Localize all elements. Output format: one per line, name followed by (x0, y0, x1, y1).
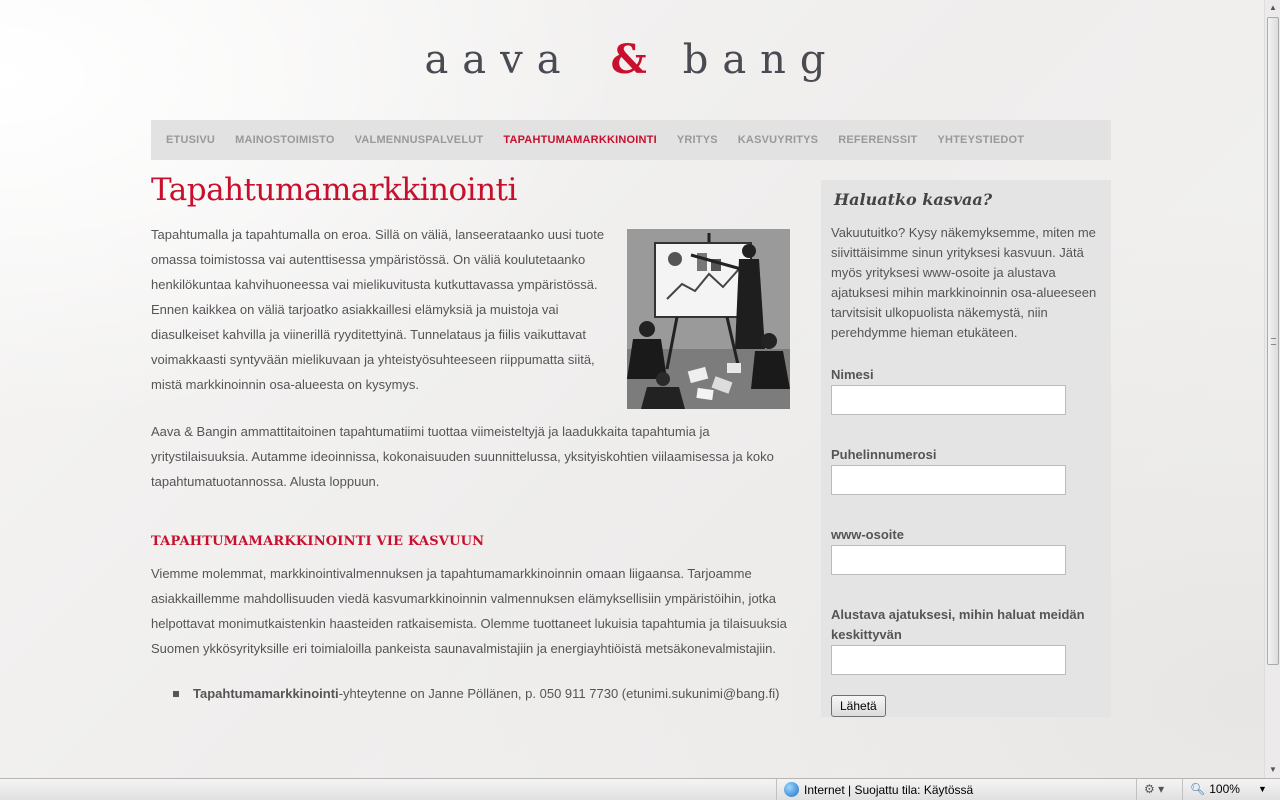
zoom-level: 100% (1209, 782, 1240, 796)
phone-field[interactable] (831, 465, 1066, 495)
website-field[interactable] (831, 545, 1066, 575)
name-label: Nimesi (831, 367, 874, 382)
nav-item-referenssit[interactable]: REFERENSSIT (838, 134, 918, 146)
sidebar-intro: Vakuutuitko? Kysy näkemyksemme, miten me siivittäisimme sinun yrityksesi kasvuun. Jätä myös yrityksesi www-osoite ja alustava ajatuksesi mihin markkinoinnin osa-alueeseen tarvitsisit ulkopuolista näkemystä, niin perehdymme hieman etukäteen. (831, 225, 1097, 340)
site-logo[interactable] (0, 36, 1264, 83)
page-title: Tapahtumamarkkinointi (151, 172, 517, 208)
nav-item-yritys[interactable]: YRITYS (676, 134, 718, 146)
main-navigation (151, 120, 1111, 160)
nav-item-yhteystiedot[interactable]: YHTEYSTIEDOT (937, 134, 1025, 146)
growth-paragraph: Viemme molemmat, markkinointivalmennuksen ja tapahtumamarkkinoinnin omaan liigaansa. Tarjoamme asiakkaillemme mahdollisuuden viedä kasvumarkkinoinnin valmennuksen elämyksellisiin ympäristöihin, jotka helpottavat monimutkaistenkin haasteiden ratkaisemista. Olemme tuottaneet lukuisia tapahtumia ja tilaisuuksia Suomen ykkösyrityksille eri toimialoilla pankeista saunavalmistajiin ja energiayhtiöistä metsäkonevalmistajiin. (151, 566, 787, 656)
contact-list-item (173, 686, 791, 701)
contact-form (831, 365, 1101, 717)
submit-button[interactable]: Lähetä (831, 695, 886, 717)
nav-item-tapahtumamarkkinointi[interactable]: TAPAHTUMAMARKKINOINTI (503, 134, 657, 146)
name-field[interactable] (831, 385, 1066, 415)
security-zone[interactable] (784, 782, 973, 797)
sidebar-title: Haluatko kasvaa? (834, 190, 993, 209)
logo-word-aava: aava (424, 37, 575, 83)
nav-item-etusivu[interactable]: ETUSIVU (166, 134, 216, 146)
status-divider (1182, 779, 1183, 800)
nav-item-mainostoimisto[interactable]: MAINOSTOIMISTO (235, 134, 335, 146)
website-label: www-osoite (831, 527, 904, 542)
nav-item-valmennuspalvelut[interactable]: VALMENNUSPALVELUT (354, 134, 484, 146)
team-paragraph: Aava & Bangin ammattitaitoinen tapahtumatiimi tuottaa viimeisteltyjä ja laadukkaita tapahtumia ja yritystilaisuuksia. Autamme ideoinnissa, kokonaisuuden suunnittelussa, yksityiskohtien viilaamisessa ja koko tapahtumatuotannossa. Alusta loppuun. (151, 424, 774, 489)
vertical-scrollbar[interactable] (1264, 0, 1280, 778)
focus-label: Alustava ajatuksesi, mihin haluat meidän keskittyvän (831, 607, 1085, 642)
grip-icon (1271, 338, 1276, 345)
section-subheading: TAPAHTUMAMARKKINOINTI VIE KASVUUN (151, 534, 485, 549)
contact-sidebar (821, 180, 1111, 717)
zoom-icon: 🔍︎ (1190, 782, 1206, 796)
globe-icon (784, 782, 799, 797)
main-content (151, 172, 791, 701)
nav-item-kasvuyritys[interactable]: KASVUYRITYS (737, 134, 819, 146)
zoom-control[interactable] (1190, 782, 1267, 796)
zone-text: Internet | Suojattu tila: Käytössä (804, 782, 974, 797)
scrollbar-thumb[interactable] (1267, 17, 1279, 665)
phone-label: Puhelinnumerosi (831, 447, 937, 462)
security-icon[interactable]: ⚙ ▾ (1144, 782, 1165, 796)
intro-paragraph: Tapahtumalla ja tapahtumalla on eroa. Sillä on väliä, lanseerataanko uusi tuote omassa toimistossa vai autenttisessa ympäristössä. On väliä koulutetaanko henkilökuntaa kahvihuoneessa vai mielikuvitusta kutkuttavassa ympäristössä. Ennen kaikkea on väliä tarjoatko asiakkaillesi elämyksiä ja muistoja vai diasulkeiset kahvilla ja viinerillä ryyditettyinä. Tunnelataus ja fiilis vaikuttavat voimakkaasti syntyvään mielikuvaan ja yhteistyösuhteeseen riippumatta siitä, mistä markkinoinnin osa-alueesta on kysymys. (151, 227, 605, 392)
bullet-icon (173, 691, 179, 697)
presentation-illustration (627, 229, 790, 409)
focus-field[interactable] (831, 645, 1066, 675)
contact-details: -yhteytenne on Janne Pöllänen, p. 050 911 7730 (etunimi.sukunimi@bang.fi) (338, 686, 780, 701)
status-divider (1136, 779, 1137, 800)
logo-ampersand: & (610, 36, 647, 83)
scroll-down-icon[interactable]: ▼ (1269, 765, 1277, 774)
browser-status-bar (0, 778, 1280, 800)
dropdown-arrow-icon[interactable]: ▼ (1257, 784, 1267, 794)
scroll-up-icon[interactable]: ▲ (1269, 3, 1277, 12)
logo-word-bang: bang (682, 37, 840, 83)
status-divider (776, 779, 777, 800)
presentation-illustration-graphic (627, 229, 790, 409)
contact-bold-label: Tapahtumamarkkinointi (193, 686, 339, 701)
